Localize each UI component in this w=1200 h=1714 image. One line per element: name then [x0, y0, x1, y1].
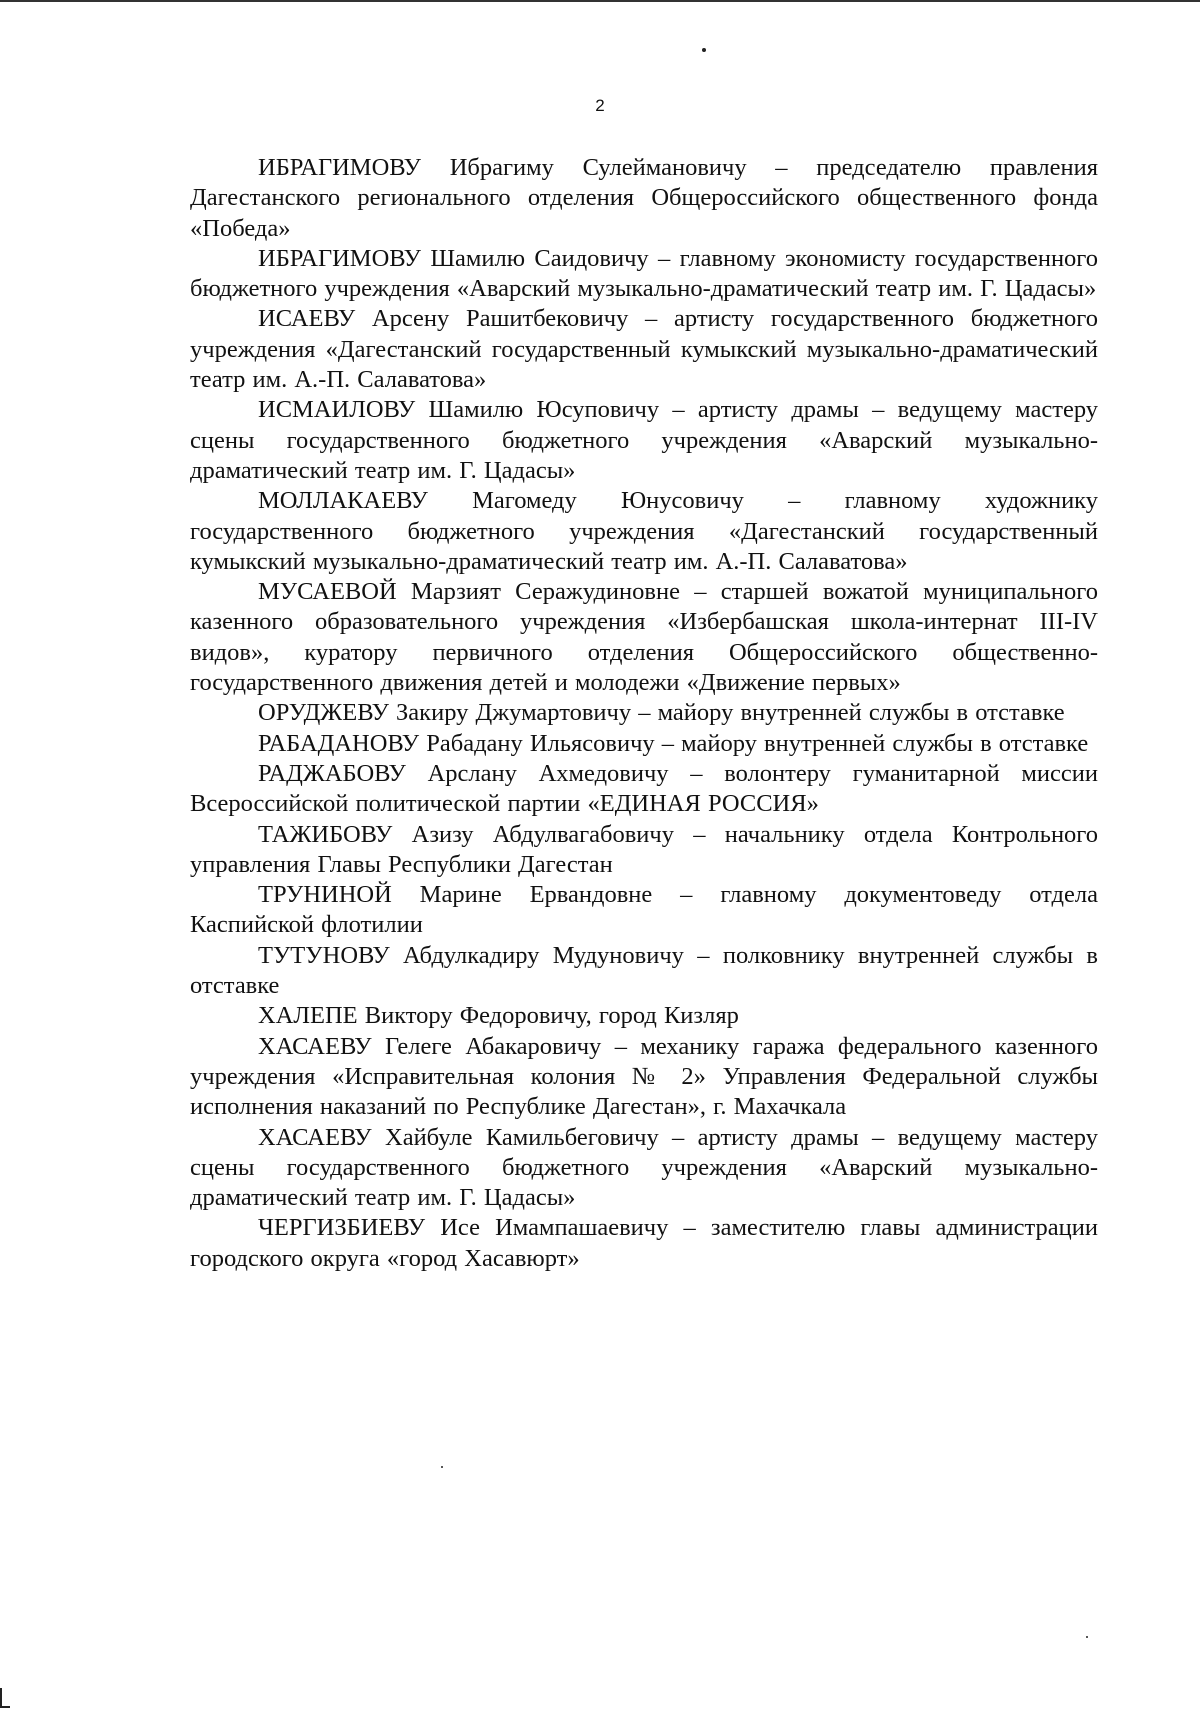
list-item: ТРУНИНОЙ Марине Ервандовне – главному документоведу отдела Каспийской флотилии: [190, 881, 1098, 939]
list-item: ХАСАЕВУ Гелеге Абакаровичу – механику гаража федерального казенного учреждения «Исправительная колония № 2» Управления Федеральной службы исполнения наказаний по Республике Дагестан», г. Махачкала: [190, 1032, 1098, 1121]
list-item: ТАЖИБОВУ Азизу Абдулвагабовичу – начальнику отдела Контрольного управления Главы Республики Дагестан: [190, 820, 1098, 878]
list-item: МУСАЕВОЙ Марзият Серажудиновне – старшей вожатой муниципального казенного образовательного учреждения «Избербашская школа-интернат III-IV видов», куратору первичного отделения Общероссийского общественно-государственного движения детей и молодежи «Движение первых»: [190, 578, 1098, 697]
scan-speck: [702, 48, 706, 52]
list-item: ХАЛЕПЕ Виктору Федоровичу, город Кизляр: [258, 1002, 739, 1030]
list-item: ТУТУНОВУ Абдулкадиру Мудуновичу – полковнику внутренней службы в отставке: [190, 941, 1098, 1000]
list-item: РАДЖАБОВУ Арслану Ахмедовичу – волонтеру гуманитарной миссии Всероссийской политической партии «ЕДИНАЯ РОССИЯ»: [190, 759, 1098, 818]
list-item: ИБРАГИМОВУ Ибрагиму Сулеймановичу – председателю правления Дагестанского регионального отделения Общероссийского общественного фонда «Победа»: [190, 154, 1098, 242]
list-item: ХАСАЕВУ Хайбуле Камильбеговичу – артисту драмы – ведущему мастеру сцены государственного бюджетного учреждения «Аварский музыкально-драматический театр им. Г. Цадасы»: [190, 1123, 1098, 1212]
list-item: ИБРАГИМОВУ Шамилю Саидовичу – главному экономисту государственного бюджетного учреждения «Аварский музыкально-драматический театр им. Г. Цадасы»: [190, 244, 1098, 303]
list-item: ИСАЕВУ Арсену Рашитбековичу – артисту государственного бюджетного учреждения «Дагестанский государственный кумыкский музыкально-драматический театр им. А.-П. Салаватова»: [190, 305, 1098, 394]
list-item: ЧЕРГИЗБИЕВУ Исе Имампашаевичу – заместителю главы администрации городского округа «город Хасавюрт»: [190, 1214, 1098, 1272]
page-number: 2: [595, 96, 605, 115]
list-item: МОЛЛАКАЕВУ Магомеду Юнусовичу – главному художнику государственного бюджетного учреждения «Дагестанский государственный кумыкский музыкально-драматический театр им. А.-П. Салаватова»: [190, 487, 1098, 575]
scan-corner-mark: [0, 1688, 10, 1708]
list-item: ИСМАИЛОВУ Шамилю Юсуповичу – артисту драмы – ведущему мастеру сцены государственного бюджетного учреждения «Аварский музыкально-драматический театр им. Г. Цадасы»: [190, 396, 1098, 484]
list-item: ОРУДЖЕВУ Закиру Джумартовичу – майору внутренней службы в отставке: [258, 699, 1065, 727]
scan-speck: [1086, 1636, 1088, 1638]
award-list: [190, 153, 1098, 1274]
scan-speck: [441, 1466, 443, 1468]
list-item: РАБАДАНОВУ Рабадану Ильясовичу – майору внутренней службы в отставке: [258, 729, 1089, 757]
scan-top-border: [0, 0, 1200, 2]
